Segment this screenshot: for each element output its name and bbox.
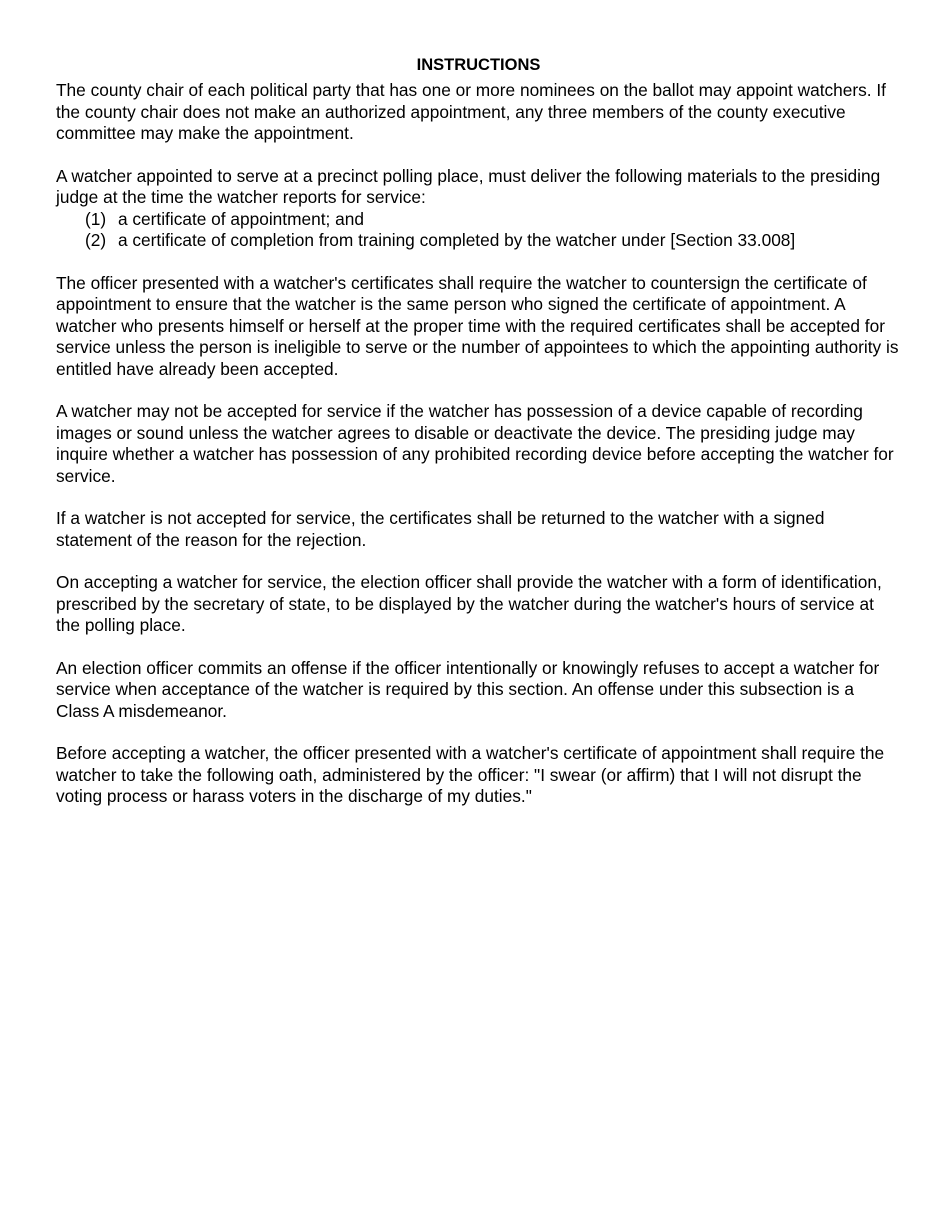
list-item [56,209,901,231]
paragraph-materials [56,166,901,252]
list-item-number: (2) [85,230,107,250]
list-item-number: (1) [85,208,107,229]
list-item-text: a certificate of appointment; and [118,208,364,229]
instructions-page [56,54,901,829]
page-title: INSTRUCTIONS [416,56,541,74]
paragraph-offense: An election officer commits an offense if the officer intentionally or knowingly refuses to accept a watcher for service when acceptance of the watcher is required by this section. An offense under this subsection is a Class A misdemeanor. [56,657,880,721]
paragraph-rejection: If a watcher is not accepted for service, the certificates shall be returned to the watcher with a signed statement of the reason for the rejection. [56,508,825,550]
list-item-text: a certificate of completion from training completed by the watcher under [Section 33.008] [118,230,796,250]
paragraph-county-chair: The county chair of each political party that has one or more nominees on the ballot may appoint watchers. If the county chair does not make an authorized appointment, any three members of the county executive committee may make the appointment. [56,80,886,143]
paragraph-countersign: The officer presented with a watcher's certificates shall require the watcher to countersign the certificate of appointment to ensure that the watcher is the same person who signed the certificate of appointment. A watcher who presents himself or herself at the proper time with the required certificates shall be accepted for service unless the person is ineligible to serve or the number of appointees to which the appointing authority is entitled have already been accepted. [56,272,899,379]
paragraph-oath: Before accepting a watcher, the officer presented with a watcher's certificate of appointment shall require the watcher to take the following oath, administered by the officer: "I swear (or affirm) that I will not disrupt the voting process or harass voters in the discharge of my duties." [56,743,885,806]
paragraph-identification: On accepting a watcher for service, the election officer shall provide the watcher with a form of identification, prescribed by the secretary of state, to be displayed by the watcher during the watcher's hours of service at the polling place. [56,572,882,635]
paragraph-recording-device: A watcher may not be accepted for service if the watcher has possession of a device capable of recording images or sound unless the watcher agrees to disable or deactivate the device. The presiding judge may inquire whether a watcher has possession of any prohibited recording device before accepting the watcher for service. [56,401,894,486]
list-item [56,230,901,252]
materials-intro: A watcher appointed to serve at a precinct polling place, must deliver the following materials to the presiding judge at the time the watcher reports for service: [56,165,881,207]
